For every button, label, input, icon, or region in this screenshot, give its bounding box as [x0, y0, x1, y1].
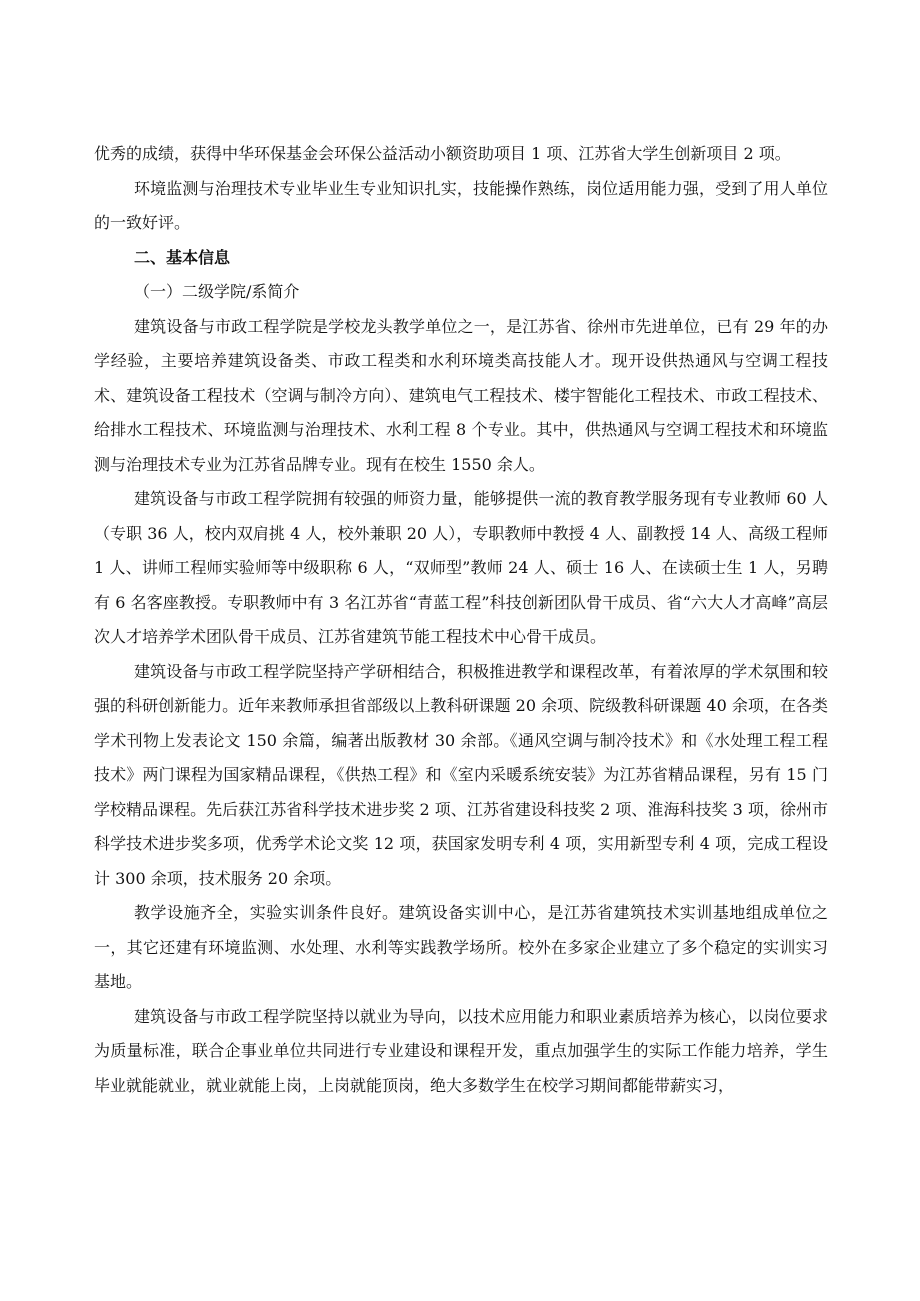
paragraph-continuation: 优秀的成绩，获得中华环保基金会环保公益活动小额资助项目 1 项、江苏省大学生创新项目 2 项。: [94, 144, 791, 163]
paragraph-graduates: 环境监测与治理技术专业毕业生专业知识扎实，技能操作熟练，岗位适用能力强，受到了用人单位的一致好评。: [94, 178, 828, 232]
section-heading: 二、基本信息: [134, 247, 231, 267]
paragraph-research: 建筑设备与市政工程学院坚持产学研相结合，积极推进教学和课程改革，有着浓厚的学术氛围和较强的科研创新能力。近年来教师承担省部级以上教科研课题 20 余项、院级教科研课题 40 余项，在各类学术刊物上发表论文 150 余篇，编著出版教材 30 余部。《通风空调与制冷技术》和《水处理工程工程技术》两门课程为国家精品课程，《供热工程》和《室内采暖系统安装》为江苏省精品课程，另有 15 门学校精品课程。先后获江苏省科学技术进步奖 2 项、江苏省建设科技奖 2 项、淮海科技奖 3 项，徐州市科学技术进步奖多项，优秀学术论文奖 12 项，获国家发明专利 4 项，实用新型专利 4 项，完成工程设计 300 余项，技术服务 20 余项。: [94, 661, 828, 888]
paragraph-facilities: 教学设施齐全，实验实训条件良好。建筑设备实训中心，是江苏省建筑技术实训基地组成单位之一，其它还建有环境监测、水处理、水利等实践教学场所。校外在多家企业建立了多个稳定的实训实习基地。: [94, 903, 828, 991]
paragraph-employment: 建筑设备与市政工程学院坚持以就业为导向，以技术应用能力和职业素质培养为核心，以岗位要求为质量标准，联合企事业单位共同进行专业建设和课程开发，重点加强学生的实际工作能力培养，学生毕业就能就业，就业就能上岗，上岗就能顶岗，绝大多数学生在校学习期间都能带薪实习，: [94, 1006, 828, 1095]
paragraph-faculty: 建筑设备与市政工程学院拥有较强的师资力量，能够提供一流的教育教学服务现有专业教师 60 人（专职 36 人，校内双肩挑 4 人，校外兼职 20 人），专职教师中教授 4 人、副教授 14 人、高级工程师 1 人、讲师工程师实验师等中级职称 6 人，“双师型”教师 24 人、硕士 16 人、在读硕士生 1 人，另聘有 6 名客座教授。专职教师中有 3 名江苏省“青蓝工程”科技创新团队骨干成员、省“六大人才高峰”高层次人才培养学术团队骨干成员、江苏省建筑节能工程技术中心骨干成员。: [94, 489, 828, 646]
sub-heading: （一）二级学院/系简介: [134, 282, 300, 301]
paragraph-college-intro: 建筑设备与市政工程学院是学校龙头教学单位之一，是江苏省、徐州市先进单位，已有 29 年的办学经验，主要培养建筑设备类、市政工程类和水利环境类高技能人才。现开设供热通风与空调工程技术、建筑设备工程技术（空调与制冷方向）、建筑电气工程技术、楼宇智能化工程技术、市政工程技术、给排水工程技术、环境监测与治理技术、水利工程 8 个专业。其中，供热通风与空调工程技术和环境监测与治理技术专业为江苏省品牌专业。现有在校生 1550 余人。: [94, 316, 828, 474]
